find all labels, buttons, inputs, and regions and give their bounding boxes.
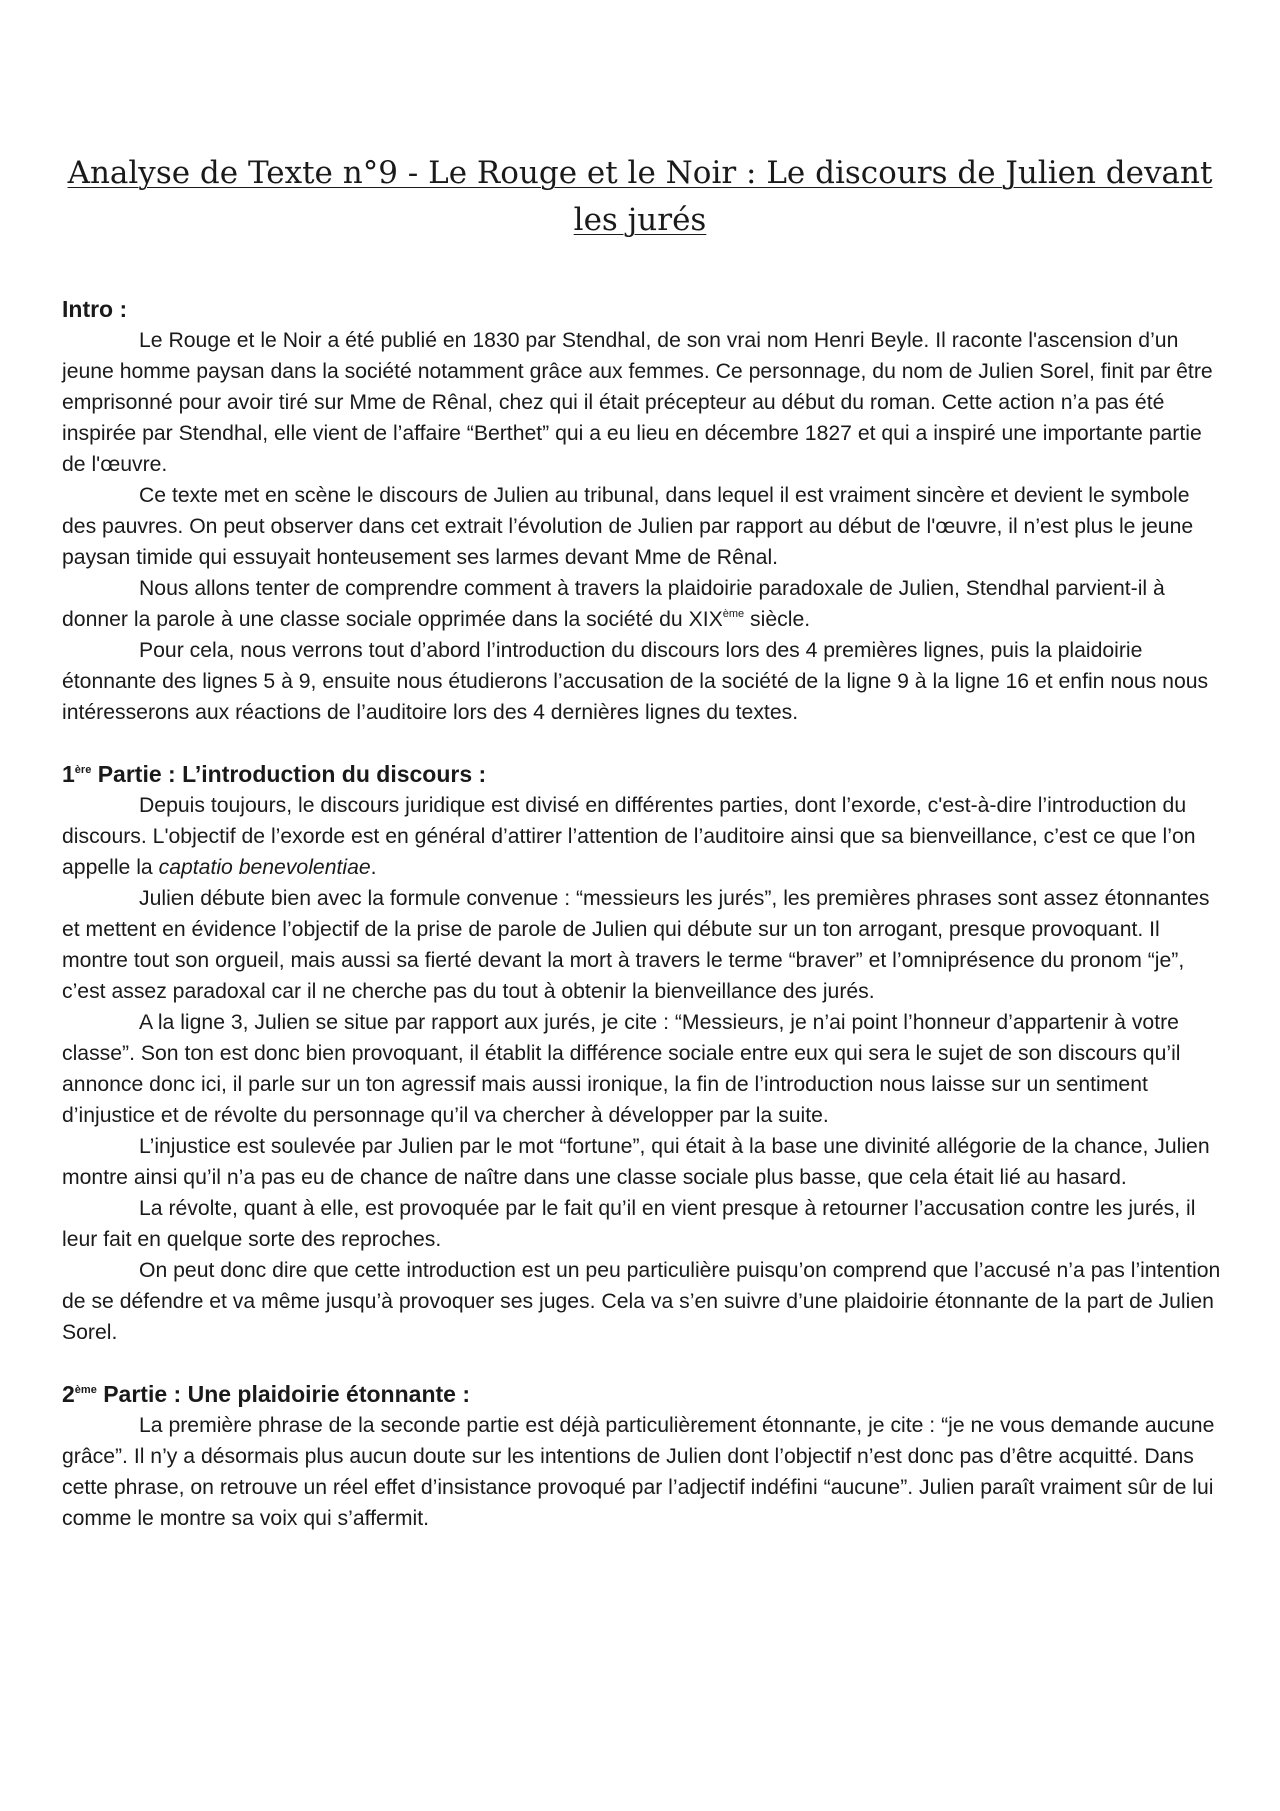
- document-title: Analyse de Texte n°9 - Le Rouge et le Noir : Le discours de Julien devant les jurés: [67, 155, 1213, 238]
- part1-ordinal: ère: [74, 764, 92, 776]
- part1-number: 1: [62, 761, 75, 787]
- part1-paragraph-end: .: [370, 856, 377, 879]
- intro-paragraph-end: siècle.: [744, 608, 811, 631]
- part2-number: 2: [62, 1381, 75, 1407]
- latin-term: captatio benevolentiae: [158, 856, 371, 879]
- intro-paragraph: Pour cela, nous verrons tout d’abord l’introduction du discours lors des 4 premières lignes, puis la plaidoirie étonnante des lignes 5 à 9, ensuite nous étudierons l’accusation de la société de la ligne 9 à la ligne 16 et enfin nous nous intéresserons aux réactions de l’auditoire lors des 4 dernières lignes du textes.: [62, 639, 1209, 724]
- part2-paragraph: La première phrase de la seconde partie est déjà particulièrement étonnante, je cite : “je ne vous demande aucune grâce”. Il n’y a désormais plus aucun doute sur les intentions de Julien dont l’objectif n’est donc pas d’être acquitté. Dans cette phrase, on retrouve un réel effet d’insistance provoqué par l’adjectif indéfini “aucune”. Julien paraît vraiment sûr de lui comme le montre sa voix qui s’affermit.: [62, 1414, 1215, 1530]
- part2-ordinal: ème: [74, 1384, 97, 1396]
- intro-heading: Intro :: [62, 296, 128, 322]
- part1-paragraph: Julien débute bien avec la formule convenue : “messieurs les jurés”, les premières phrases sont assez étonnantes et mettent en évidence l’objectif de la prise de parole de Julien qui débute sur un ton arrogant, presque provoquant. Il montre tout son orgueil, mais aussi sa fierté devant la mort à travers le terme “braver” et l’omniprésence du pronom “je”, c’est assez paradoxal car il ne cherche pas du tout à obtenir la bienveillance des jurés.: [62, 887, 1210, 1003]
- part1-paragraph: La révolte, quant à elle, est provoquée par le fait qu’il en vient presque à retourner l’accusation contre les jurés, il leur fait en quelque sorte des reproches.: [62, 1197, 1196, 1251]
- part1-paragraph: [62, 790, 1222, 883]
- intro-paragraph: Ce texte met en scène le discours de Julien au tribunal, dans lequel il est vraiment sincère et devient le symbole des pauvres. On peut observer dans cet extrait l’évolution de Julien par rapport au début de l'œuvre, il n’est plus le jeune paysan timide qui essuyait honteusement ses larmes devant Mme de Rênal.: [62, 484, 1194, 569]
- part1-paragraph: L’injustice est soulevée par Julien par le mot “fortune”, qui était à la base une divinité allégorie de la chance, Julien montre ainsi qu’il n’a pas eu de chance de naître dans une classe sociale plus basse, que cela était lié au hasard.: [62, 1135, 1210, 1189]
- part2-heading: [62, 1379, 1222, 1410]
- intro-paragraph: Le Rouge et le Noir a été publié en 1830 par Stendhal, de son vrai nom Henri Beyle. Il raconte l'ascension d’un jeune homme paysan dans la société notamment grâce aux femmes. Ce personnage, du nom de Julien Sorel, finit par être emprisonné pour avoir tiré sur Mme de Rênal, chez qui il était précepteur au début du roman. Cette action n’a pas été inspirée par Stendhal, elle vient de l’affaire “Berthet” qui a eu lieu en décembre 1827 et qui a inspiré une importante partie de l'œuvre.: [62, 329, 1213, 476]
- part2-title: Partie : Une plaidoirie étonnante :: [96, 1381, 470, 1407]
- intro-paragraph: [62, 573, 1222, 635]
- century-superscript: ème: [722, 608, 745, 620]
- part1-paragraph-text: Depuis toujours, le discours juridique est divisé en différentes parties, dont l’exorde, c'est-à-dire l’introduction du discours. L'objectif de l’exorde est en général d’attirer l’attention de l’auditoire ainsi que sa bienveillance, c’est ce que l’on appelle la: [62, 794, 1196, 879]
- document-body: [62, 294, 1222, 1534]
- intro-paragraph-text: Nous allons tenter de comprendre comment à travers la plaidoirie paradoxale de Julien, Stendhal parvient-il à donner la parole à une classe sociale opprimée dans la société du XIX: [62, 577, 1165, 631]
- part1-heading: [62, 759, 1222, 790]
- part1-title: Partie : L’introduction du discours :: [91, 761, 487, 787]
- part1-paragraph: A la ligne 3, Julien se situe par rapport aux jurés, je cite : “Messieurs, je n’ai point l’honneur d’appartenir à votre classe”. Son ton est donc bien provoquant, il établit la différence sociale entre eux qui sera le sujet de son discours qu’il annonce donc ici, il parle sur un ton agressif mais aussi ironique, la fin de l’introduction nous laisse sur un sentiment d’injustice et de révolte du personnage qu’il va chercher à développer par la suite.: [62, 1011, 1181, 1127]
- part1-paragraph: On peut donc dire que cette introduction est un peu particulière puisqu’on comprend que l’accusé n’a pas l’intention de se défendre et va même jusqu’à provoquer ses juges. Cela va s’en suivre d’une plaidoirie étonnante de la part de Julien Sorel.: [62, 1259, 1221, 1344]
